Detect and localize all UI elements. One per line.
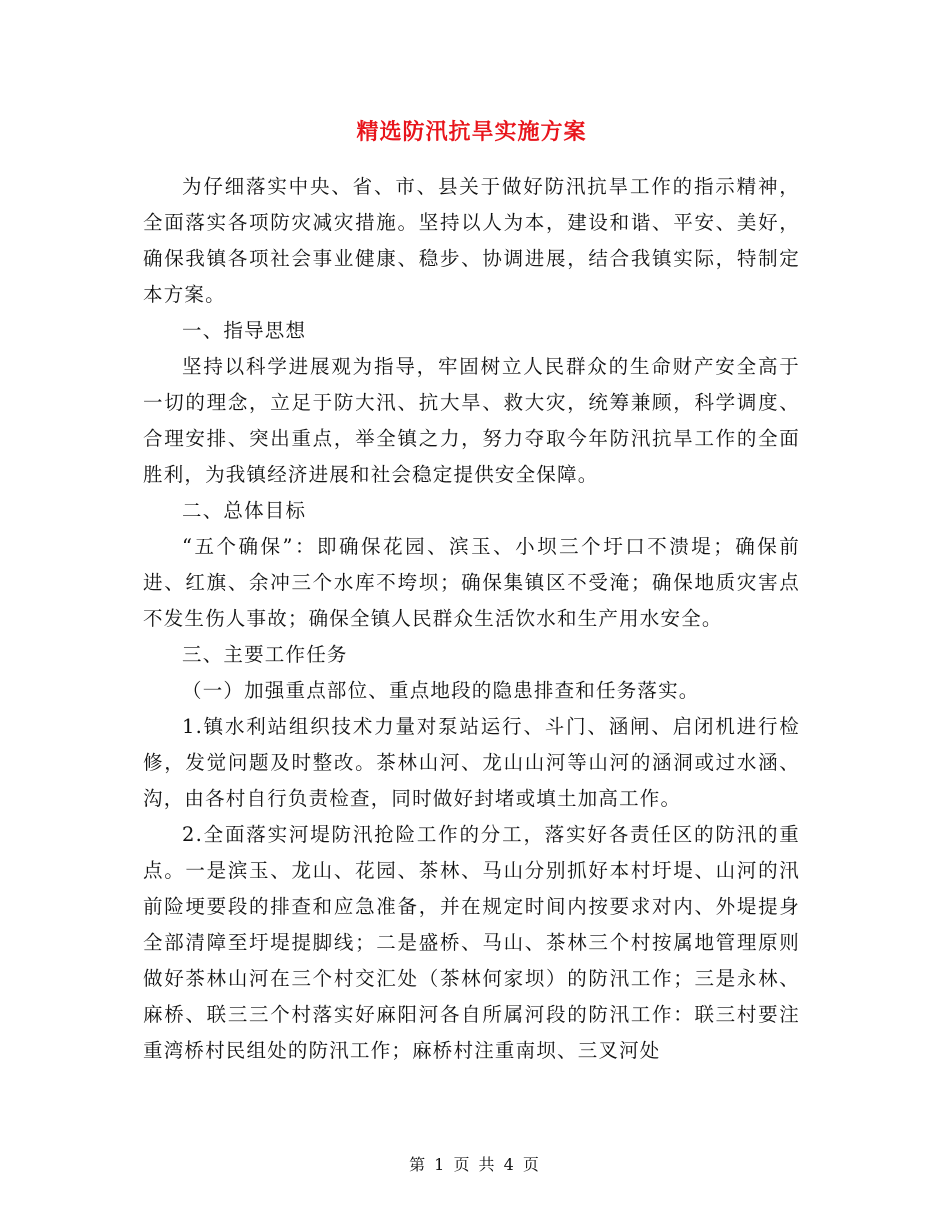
heading-overall-goals: 二、总体目标 [182,499,307,522]
paragraph-guiding-thought: 坚持以科学进展观为指导，牢固树立人民群众的生命财产安全高于一切的理念，立足于防大汛、抗大旱、救大灾，统筹兼顾，科学调度、合理安排、突出重点，举全镇之力，努力夺取今年防汛抗旱工作的全面胜利，为我镇经济进展和社会稳定提供安全保障。 [143,355,800,486]
subheading-task-one: （一）加强重点部位、重点地段的隐患排查和任务落实。 [182,679,700,702]
paragraph-overall-goals: “五个确保”：即确保花园、滨玉、小坝三个圩口不溃堤；确保前进、红旗、余冲三个水库不垮坝；确保集镇区不受淹；确保地质灾害点不发生伤人事故；确保全镇人民群众生活饮水和生产用水安全。 [143,535,800,630]
paragraph-task-item-1: 1.镇水利站组织技术力量对泵站运行、斗门、涵闸、启闭机进行检修，发觉问题及时整改。茶林山河、龙山山河等山河的涵洞或过水涵、沟，由各村自行负责检查，同时做好封堵或填土加高工作。 [143,715,800,810]
document-title: 精选防汛抗旱实施方案 [356,119,587,145]
heading-main-tasks: 三、主要工作任务 [182,643,348,666]
paragraph-task-item-2: 2.全面落实河堤防汛抢险工作的分工，落实好各责任区的防汛的重点。一是滨玉、龙山、花园、茶林、马山分别抓好本村圩堤、山河的汛前险埂要段的排查和应急准备，并在规定时间内按要求对内、外堤提身全部清障至圩堤提脚线；二是盛桥、马山、茶林三个村按属地管理原则做好茶林山河在三个村交汇处（茶林何家坝）的防汛工作；三是永林、麻桥、联三三个村落实好麻阳河各自所属河段的防汛工作：联三村要注重湾桥村民组处的防汛工作；麻桥村注重南坝、三叉河处 [143,823,800,1062]
paragraph-intro: 为仔细落实中央、省、市、县关于做好防汛抗旱工作的指示精神，全面落实各项防灾减灾措施。坚持以人为本，建设和谐、平安、美好，确保我镇各项社会事业健康、稳步、协调进展，结合我镇实际，特制定本方案。 [143,175,800,306]
page-footer: 第 1 页 共 4 页 [409,1155,541,1174]
heading-guiding-thought: 一、指导思想 [182,319,307,342]
